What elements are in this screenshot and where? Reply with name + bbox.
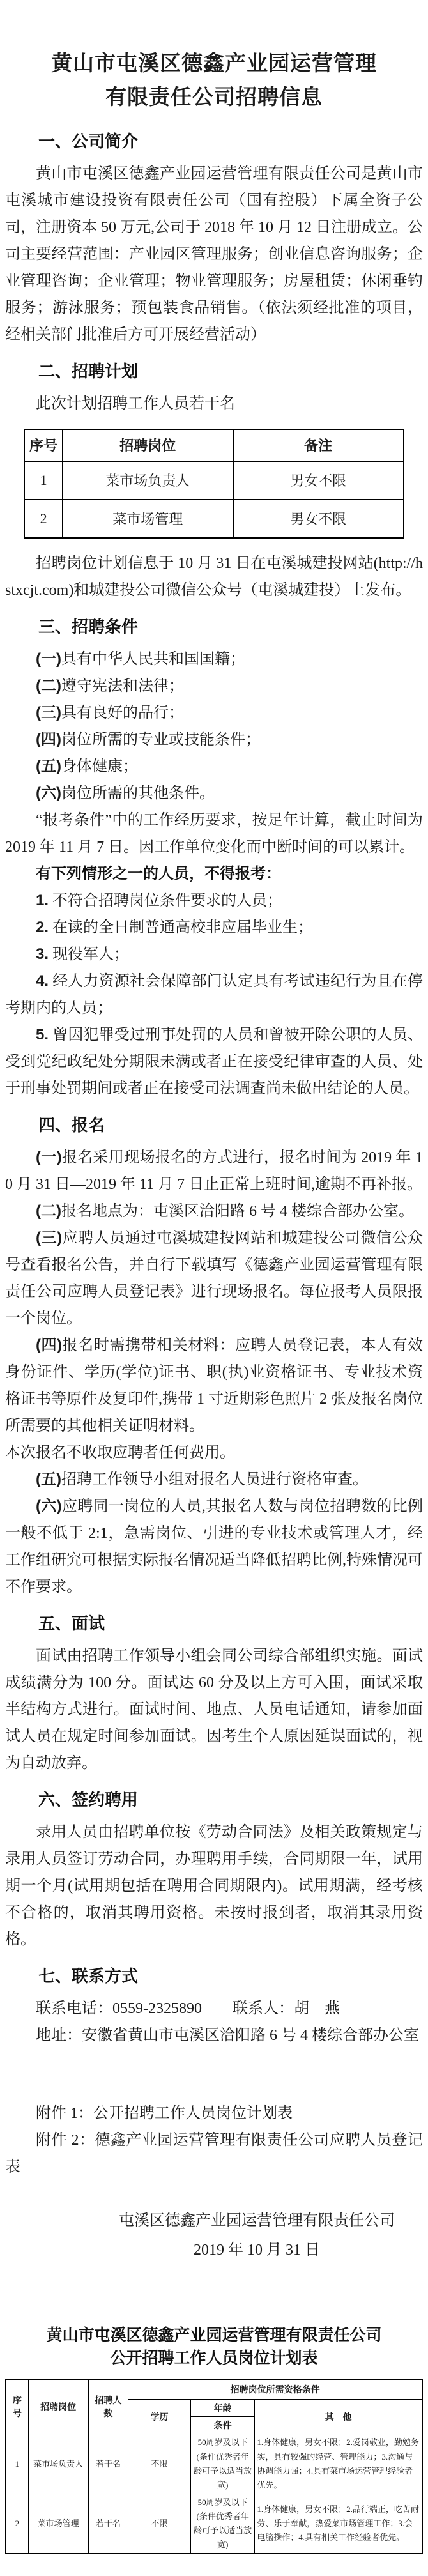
banned-item <box>5 1022 423 1102</box>
banned-item <box>5 941 423 968</box>
interview-paragraph: 面试由招聘工作领导小组会同公司综合部组织实施。面试成绩满分为 100 分。面试达 60 分及以上方可入围，面试采取半结构方式进行。面试时间、地点、人员电话通知，请参加面试人员在规定时间参加面试。因考生个人原因延误面试的，视为自动放弃。 <box>5 1647 423 1772</box>
item-marker: (一) <box>36 1148 62 1166</box>
item-text: 现役军人； <box>52 946 130 963</box>
requirement-item <box>5 673 423 700</box>
registration-item <box>5 1198 423 1225</box>
recruit-plan-table <box>24 429 404 539</box>
item-number: 5. <box>36 1025 49 1043</box>
cell-headcount: 若干名 <box>88 2434 128 2494</box>
position-plan-table <box>5 2379 423 2554</box>
table-row <box>24 500 403 538</box>
attachment-item-1: 附件 1：公开招聘工作人员岗位计划表 <box>36 2104 293 2122</box>
table-cell: 菜市场管理 <box>63 500 233 538</box>
item-marker: (二) <box>36 677 61 694</box>
registration-item <box>5 1332 423 1439</box>
banned-item <box>5 968 423 1022</box>
plan-table-title <box>5 2324 423 2370</box>
item-text: 岗位所需的其他条件。 <box>61 785 215 802</box>
item-number: 3. <box>36 945 49 963</box>
company-intro-paragraph: 黄山市屯溪区德鑫产业园运营管理有限责任公司是黄山市屯溪城市建设投资有限责任公司（国有控股）下属全资子公司，注册资本 50 万元,公司于 2018 年 10 月 12 日注册成立。公司主要经营范围：产业园区管理服务；创业信息咨询服务；企业管理咨询；企业管理；物业管理服务；房屋租赁；休闲垂钓服务；游泳服务；预包装食品销售。（依法须经批准的项目，经相关部门批准后方可开展经营活动） <box>5 165 423 343</box>
col-header-qualifications: 招聘岗位所需资格条件 <box>128 2379 422 2400</box>
col-header-position: 招聘岗位 <box>63 429 233 461</box>
item-number: 1. <box>36 891 49 909</box>
item-marker: (一) <box>36 650 61 668</box>
banned-item <box>5 914 423 941</box>
registration-item <box>5 1466 423 1493</box>
item-text: 应聘同一岗位的人员,其报名人数与岗位招聘数的比例一般不低于 2:1，急需岗位、引进的专业技术或管理人才，经工作组研究可根据实际报名情况适当降低招聘比例,特殊情况可不作要求。 <box>5 1498 424 1595</box>
contact-address-line: 地址：安徽省黄山市屯溪区洽阳路 6 号 4 楼综合部办公室 <box>36 2027 419 2044</box>
item-text: 具有中华人民共和国国籍； <box>61 650 245 668</box>
section-heading-registration: 四、报名 <box>38 1115 105 1135</box>
cell-headcount: 若干名 <box>88 2494 128 2554</box>
item-text: 不符合招聘岗位条件要求的人员； <box>52 892 283 909</box>
section-heading-contract: 六、签约聘用 <box>38 1790 139 1809</box>
contract-paragraph: 录用人员由招聘单位按《劳动合同法》及相关政策规定与录用人员签订劳动合同，办理聘用手续，合同期限一年，试用期一个月(试用期包括在聘用合同期限内)。试用期满，经考核不合格的，取消其聘用资格。未按时报到者，取消其录用资格。 <box>5 1823 423 1948</box>
table-cell: 男女不限 <box>233 500 404 538</box>
item-text: 报名时需携带相关材料：应聘人员登记表，本人有效身份证件、学历(学位)证书、职(执)业资格证书、专业技术资格证书等原件及复印件,携带 1 寸近期彩色照片 2 张及报名岗位所需要的其他相关证明材料。 <box>5 1337 424 1434</box>
section-heading-company-intro: 一、公司简介 <box>38 131 139 151</box>
item-marker: (四) <box>36 730 61 748</box>
item-text: 在读的全日制普通高校非应届毕业生； <box>52 919 314 936</box>
plan-table-title-line2: 公开招聘工作人员岗位计划表 <box>110 2349 318 2368</box>
item-text: 岗位所需的专业或技能条件； <box>61 731 261 748</box>
item-number: 2. <box>36 918 49 936</box>
cell-index: 1 <box>6 2434 28 2494</box>
not-allowed-warning: 有下列情形之一的人员，不得报考： <box>36 864 281 882</box>
document-title-line2: 有限责任公司招聘信息 <box>105 86 323 110</box>
fee-note: 本次报名不收取应聘者任何费用。 <box>5 1444 235 1461</box>
plan-table-row <box>6 2434 422 2494</box>
signature-org: 屯溪区德鑫产业园运营管理有限责任公司 <box>119 2212 395 2229</box>
table-cell: 菜市场负责人 <box>63 461 233 500</box>
cell-other: 1.身体健康，男女不限；2.品行端正，吃苦耐劳、乐于奉献，热爱菜市场管理工作；3.会电脑操作；4.具有相关工作经验者优先。 <box>255 2494 422 2554</box>
item-marker: (五) <box>36 757 61 775</box>
registration-item <box>5 1493 423 1600</box>
col-header-headcount: 招聘人数 <box>88 2379 128 2434</box>
cell-position: 菜市场管理 <box>28 2494 88 2554</box>
item-marker: (六) <box>36 1497 62 1515</box>
plan-table-row <box>6 2494 422 2554</box>
col-header-index: 序号 <box>24 429 62 461</box>
item-marker: (六) <box>36 784 61 802</box>
section-heading-recruit-plan: 二、招聘计划 <box>38 361 139 381</box>
section-heading-contact: 七、联系方式 <box>38 1966 139 1986</box>
table-header-row <box>24 429 403 461</box>
item-text: 曾因犯罪受过刑事处罚的人员和曾被开除公职的人员、受到党纪政纪处分期限未满或者正在接受纪律审查的人员、处于刑事处罚期间或者正在接受司法调查尚未做出结论的人员。 <box>5 1026 424 1097</box>
item-text: 报名地点为：屯溪区洽阳路 6 号 4 楼综合部办公室。 <box>61 1202 414 1220</box>
item-marker: (二) <box>36 1202 61 1220</box>
col-header-remark: 备注 <box>233 429 404 461</box>
cell-age: 50周岁及以下(条件优秀者年龄可予以适当放宽) <box>190 2494 254 2554</box>
cell-age: 50周岁及以下(条件优秀者年龄可予以适当放宽) <box>190 2434 254 2494</box>
cell-education: 不限 <box>128 2494 191 2554</box>
cell-index: 2 <box>6 2494 28 2554</box>
cell-education: 不限 <box>128 2434 191 2494</box>
item-text: 具有良好的品行； <box>61 704 184 721</box>
col-header-position: 招聘岗位 <box>28 2379 88 2434</box>
item-number: 4. <box>36 972 49 990</box>
requirement-item <box>5 726 423 753</box>
cell-other: 1.身体健康，男女不限；2.爱岗敬业，勤勉务实，具有较强的经营、管理能力；3.沟通与协调能力强；4.具有菜市场运营管理经验者优先。 <box>255 2434 422 2494</box>
experience-deadline-paragraph: “报考条件”中的工作经历要求，按足年计算，截止时间为 2019 年 11 月 7 日。因工作单位变化而中断时间的可以累计。 <box>5 811 423 855</box>
item-marker: (五) <box>36 1470 61 1488</box>
registration-item <box>5 1225 423 1332</box>
table-cell: 2 <box>24 500 62 538</box>
section-heading-interview: 五、面试 <box>38 1613 105 1633</box>
item-marker: (三) <box>36 703 61 721</box>
section-heading-requirements: 三、招聘条件 <box>38 617 139 636</box>
item-text: 遵守宪法和法律； <box>61 677 184 694</box>
col-header-education: 学历 <box>128 2400 191 2434</box>
col-header-condition: 条件 <box>190 2417 254 2434</box>
requirement-item <box>5 700 423 726</box>
item-text: 招聘工作领导小组对报名人员进行资格审查。 <box>61 1471 368 1488</box>
registration-item <box>5 1144 423 1198</box>
signature-date: 2019 年 10 月 31 日 <box>194 2241 320 2258</box>
requirement-item <box>5 780 423 807</box>
cell-position: 菜市场负责人 <box>28 2434 88 2494</box>
col-header-index: 序号 <box>6 2379 28 2434</box>
table-cell: 1 <box>24 461 62 500</box>
col-header-age: 年龄 <box>190 2400 254 2417</box>
plan-header-row-1 <box>6 2379 422 2400</box>
plan-table-title-line1: 黄山市屯溪区德鑫产业园运营管理有限责任公司 <box>46 2326 382 2344</box>
item-marker: (三) <box>36 1229 63 1246</box>
plan-publish-paragraph: 招聘岗位计划信息于 10 月 31 日在屯溪城建投网站(http://hstxcjt.com)和城建投公司微信公众号（屯溪城建投）上发布。 <box>5 555 423 599</box>
document-title <box>5 47 423 116</box>
table-cell: 男女不限 <box>233 461 404 500</box>
item-text: 应聘人员通过屯溪城建投网站和城建投公司微信公众号查看报名公告，并自行下载填写《德鑫产业园运营管理有限责任公司应聘人员登记表》进行现场报名。每位报考人员限报一个岗位。 <box>5 1229 424 1327</box>
table-row <box>24 461 403 500</box>
recruit-plan-intro: 此次计划招聘工作人员若干名 <box>36 395 235 412</box>
requirement-item <box>5 753 423 780</box>
signature-block <box>119 2206 395 2265</box>
item-marker: (四) <box>36 1336 63 1354</box>
item-text: 报名采用现场报名的方式进行，报名时间为 2019 年 10 月 31 日—2019 年 11 月 7 日止正常上班时间,逾期不再补报。 <box>5 1149 424 1193</box>
attachment-item-2: 附件 2：德鑫产业园运营管理有限责任公司应聘人员登记表 <box>5 2131 423 2175</box>
item-text: 身体健康； <box>61 758 138 775</box>
document-title-line1: 黄山市屯溪区德鑫产业园运营管理 <box>51 52 377 75</box>
requirement-item <box>5 646 423 673</box>
col-header-other: 其 他 <box>255 2400 422 2434</box>
item-text: 经人力资源社会保障部门认定具有考试违纪行为且在停考期内的人员； <box>5 972 424 1016</box>
banned-item <box>5 887 423 914</box>
attachments-list <box>5 2100 423 2181</box>
contact-phone-line: 联系电话：0559-2325890 联系人：胡 燕 <box>36 2000 340 2017</box>
